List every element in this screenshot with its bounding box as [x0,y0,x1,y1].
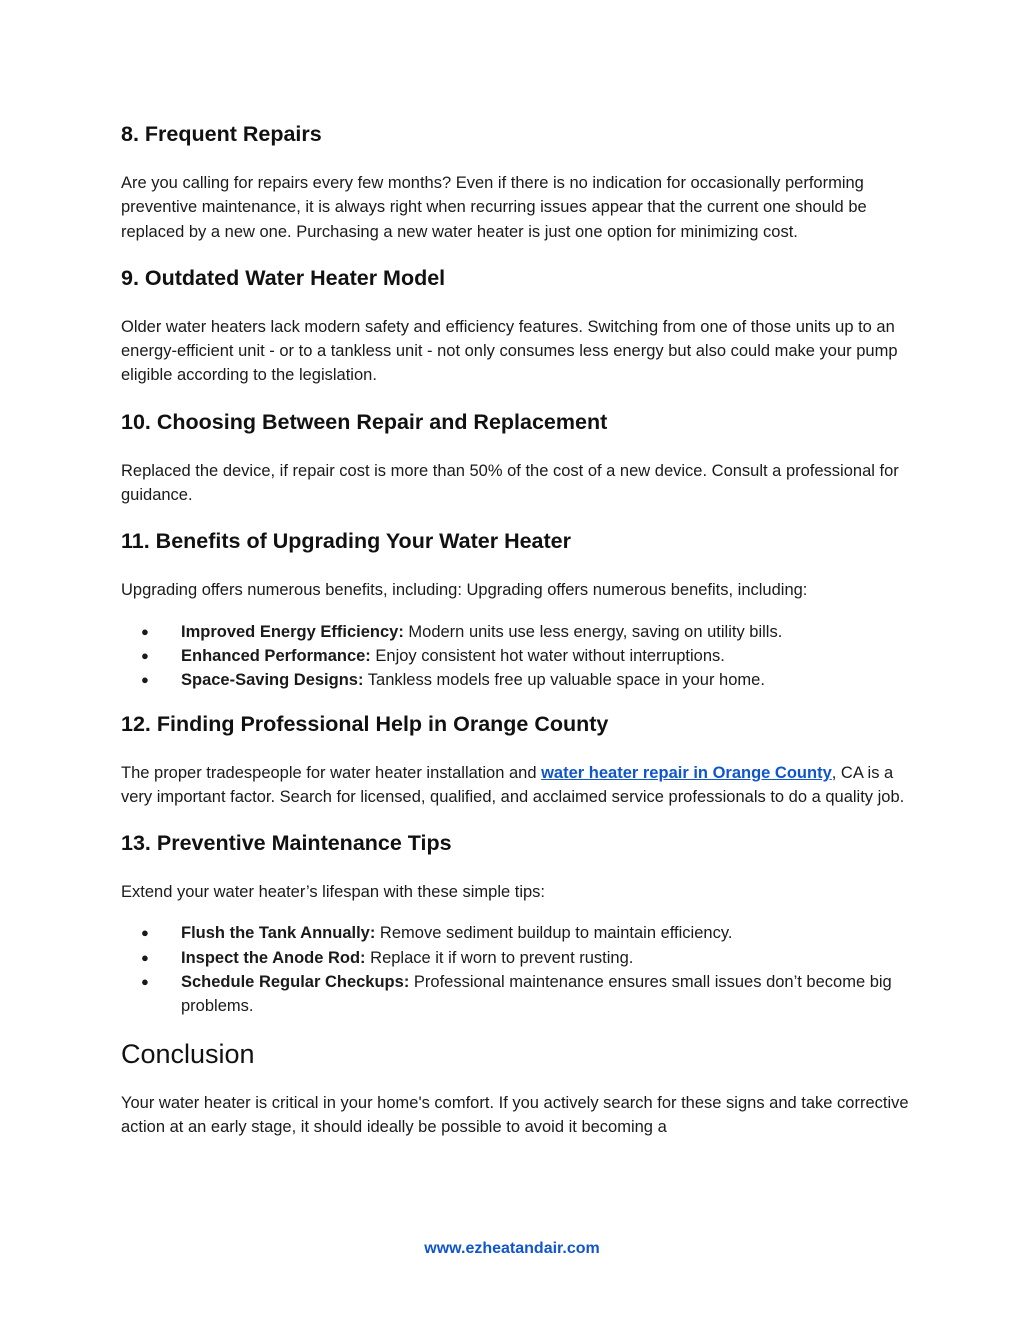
list-item-text: Enjoy consistent hot water without interruptions. [370,646,725,665]
section-body-maintenance-tips: Extend your water heater’s lifespan with these simple tips: [121,883,546,902]
bullet-icon: ● [141,672,149,688]
bullet-icon: ● [141,647,149,663]
list-item [141,970,911,1019]
list-item [141,921,911,945]
list-item-text: Professional maintenance ensures small issues don’t become big problems. [181,973,892,1016]
bullet-icon: ● [141,974,149,990]
section-heading-repair-vs-replacement: 10. Choosing Between Repair and Replacement [121,409,608,434]
conclusion-body: Your water heater is critical in your home's comfort. If you actively search for these signs and take corrective action at an early stage, it should ideally be possible to avoid it becoming a [121,1093,909,1136]
list-item-term: Improved Energy Efficiency: [181,622,404,641]
section-heading-benefits: 11. Benefits of Upgrading Your Water Heater [121,529,571,554]
section-body-repair-vs-replacement: Replaced the device, if repair cost is more than 50% of the cost of a new device. Consult a professional for guidance. [121,461,899,505]
benefits-list [121,620,911,693]
list-item-term: Enhanced Performance: [181,646,371,665]
list-item-text: Remove sediment buildup to maintain efficiency. [375,924,733,943]
list-item [141,644,911,668]
bullet-icon: ● [141,623,149,639]
section-body-professional-help [121,761,911,810]
document-page [121,119,911,1158]
section-body-outdated-model: Older water heaters lack modern safety and efficiency features. Switching from one of those units up to an energy-efficient unit - or to a tankless unit - not only consumes less energy but also could make your pump eligible according to the legislation. [121,317,898,385]
section-body-benefits: Upgrading offers numerous benefits, including: Upgrading offers numerous benefits, including: [121,581,808,600]
section-heading-frequent-repairs: 8. Frequent Repairs [121,122,322,146]
conclusion-heading: Conclusion [121,1038,255,1069]
list-item-text: Modern units use less energy, saving on utility bills. [403,622,783,641]
list-item-term: Space-Saving Designs: [181,671,364,690]
list-item [141,620,911,644]
body-text-before-link: The proper tradespeople for water heater installation and [121,763,542,782]
section-heading-outdated-model: 9. Outdated Water Heater Model [121,265,446,290]
list-item [141,668,911,692]
footer-website-link[interactable]: www.ezheatandair.com [424,1240,600,1257]
list-item [141,946,911,970]
list-item-term: Schedule Regular Checkups: [181,973,410,992]
list-item-text: Replace it if worn to prevent rusting. [365,948,634,967]
list-item-text: Tankless models free up valuable space in your home. [363,671,765,690]
maintenance-tips-list [121,921,911,1018]
list-item-term: Inspect the Anode Rod: [181,948,366,967]
body-text-after-link: , CA is a very important factor. Search for licensed, qualified, and acclaimed service professionals to do a quality job. [121,763,905,806]
section-heading-professional-help: 12. Finding Professional Help in Orange County [121,711,609,736]
bullet-icon: ● [141,949,149,965]
bullet-icon: ● [141,925,149,941]
water-heater-repair-link[interactable]: water heater repair in Orange County [541,763,832,782]
list-item-term: Flush the Tank Annually: [181,924,376,943]
section-heading-maintenance-tips: 13. Preventive Maintenance Tips [121,831,452,856]
section-body-frequent-repairs: Are you calling for repairs every few months? Even if there is no indication for occasionally performing preventive maintenance, it is always right when recurring issues appear that the current one should be replaced by a new one. Purchasing a new water heater is just one option for minimizing cost. [121,174,867,241]
